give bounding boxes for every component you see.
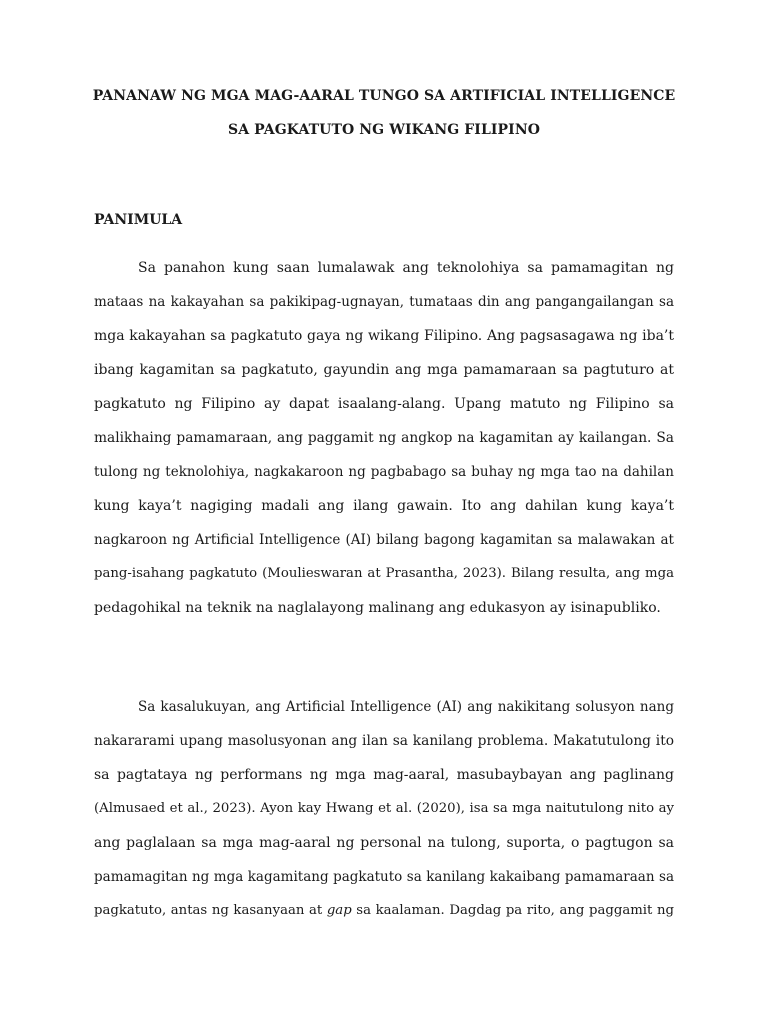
paragraph-line: nakararami upang masolusyonan ang ilan sa kanilang problema. Makatutulong ito [94,733,674,749]
paragraph-line: mataas na kakayahan sa pakikipag-ugnayan, tumataas din ang pangangailangan sa [94,294,674,310]
paragraph-1 [94,251,674,625]
title-line-2: SA PAGKATUTO NG WIKANG FILIPINO [227,122,541,138]
italic-word: gap [326,903,352,918]
paragraph-line: pang-isahang pagkatuto (Moulieswaran at Prasantha, 2023). Bilang resulta, ang mga [94,566,674,581]
paragraph-line: kung kaya’t nagiging madali ang ilang gawain. Ito ang dahilan kung kaya’t [94,498,674,514]
paragraph-line: pagkatuto ng Filipino ay dapat isaalang-alang. Upang matuto ng Filipino sa [94,396,674,412]
paragraph-line: mga kakayahan sa pagkatuto gaya ng wikang Filipino. Ang pagsasagawa ng iba’t [94,328,674,344]
paragraph-line: sa pagtataya ng performans ng mga mag-aaral, masubaybayan ang paglinang [94,767,674,783]
title-line-1: PANANAW NG MGA MAG-AARAL TUNGO SA ARTIFICIAL INTELLIGENCE [92,88,676,104]
paragraph-line: (Almusaed et al., 2023). Ayon kay Hwang et al. (2020), isa sa mga naitutulong nito ay [94,801,674,816]
paragraph-line: pamamagitan ng mga kagamitang pagkatuto sa kanilang kakaibang pamamaraan sa [94,869,674,885]
text-segment: pagkatuto, antas ng kasanyaan at [94,903,327,918]
paragraph-line: Sa kasalukuyan, ang Artificial Intelligence (AI) ang nakikitang solusyon nang [138,699,674,715]
paragraph-line-last [94,894,674,928]
paragraph-line: ang paglalaan sa mga mag-aaral ng personal na tulong, suporta, o pagtugon sa [94,835,674,851]
paragraph-line: tulong ng teknolohiya, nagkakaroon ng pagbabago sa buhay ng mga tao na dahilan [94,464,674,480]
paragraph-2 [94,690,674,928]
section-heading: PANIMULA [94,212,183,228]
paragraph-line: malikhaing pamamaraan, ang paggamit ng angkop na kagamitan ay kailangan. Sa [94,430,674,446]
paragraph-line: ibang kagamitan sa pagkatuto, gayundin ang mga pamamaraan sa pagtuturo at [94,362,674,378]
paragraph-line: nagkaroon ng Artificial Intelligence (AI) bilang bagong kagamitan sa malawakan at [94,532,674,548]
paragraph-line: pedagohikal na teknik na naglalayong malinang ang edukasyon ay isinapubliko. [94,600,661,616]
paragraph-line: Sa panahon kung saan lumalawak ang teknolohiya sa pamamagitan ng [138,260,674,276]
text-segment: sa kaalaman. Dagdag pa rito, ang paggamit ng [351,903,674,918]
